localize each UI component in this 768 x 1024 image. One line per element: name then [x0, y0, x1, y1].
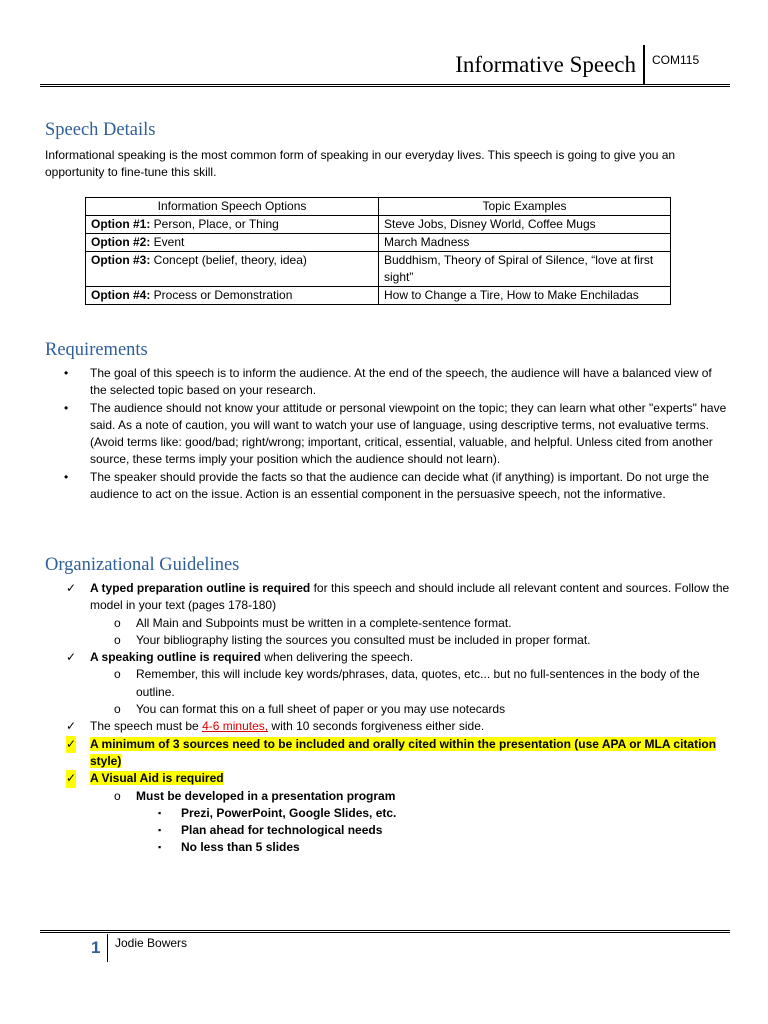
list-item: [62, 580, 730, 615]
circle-bullet-icon: o: [114, 702, 121, 717]
author-name: Jodie Bowers: [115, 936, 188, 950]
table-row: [86, 252, 671, 287]
checkmark-icon: ✓: [66, 719, 77, 734]
list-item: [62, 649, 730, 666]
option-cell: [86, 287, 379, 305]
table-header-row: [86, 198, 671, 216]
square-bullet-icon: ▪: [158, 807, 162, 818]
header-rule: [40, 84, 730, 85]
course-code: COM115: [652, 53, 700, 67]
table-row: [86, 234, 671, 252]
option-label: Option #2:: [91, 235, 151, 249]
list-item: [62, 365, 730, 400]
bullet-icon: •: [64, 366, 69, 380]
speaking-text: when delivering the speech.: [260, 650, 414, 665]
example-cell: Buddhism, Theory of Spiral of Silence, “love at first sight”: [379, 252, 671, 287]
time-text-post: with 10 seconds forgiveness either side.: [268, 719, 485, 734]
example-cell: Steve Jobs, Disney World, Coffee Mugs: [379, 216, 671, 234]
list-item: [62, 469, 730, 504]
page-number: 1: [91, 938, 101, 957]
bullet-icon: •: [64, 469, 69, 484]
sub-sub-item-text: Plan ahead for technological needs: [181, 823, 383, 838]
outline-bold-text: A typed preparation outline is required: [90, 581, 311, 595]
time-requirement: 4-6 minutes,: [202, 719, 269, 734]
option-label: Option #4:: [91, 288, 151, 302]
speech-options-table: [85, 197, 671, 305]
circle-bullet-icon: o: [114, 615, 121, 630]
table-row: [86, 287, 671, 305]
requirement-text: The audience should not know your attitude or personal viewpoint on the topic; they can learn what other "experts" have said. As a note of caution, you will want to watch your use of language, using descriptive terms, not evaluative terms. (Avoid terms like: good/bad; right/wrong; important, critical, essential, valuable, and helpful. Unless cited from another source, these terms imply your position which the audience should not learn).: [90, 400, 727, 467]
option-cell: [86, 216, 379, 234]
sub-item-text: All Main and Subpoints must be written in a complete-sentence format.: [136, 615, 512, 630]
list-item: [62, 718, 730, 735]
requirements-list: [62, 365, 730, 503]
sources-requirement: A minimum of 3 sources need to be included and orally cited within the presentation (use APA or MLA citation style): [90, 736, 717, 768]
circle-bullet-icon: o: [114, 667, 121, 682]
option-cell: [86, 234, 379, 252]
option-text: Process or Demonstration: [150, 288, 293, 302]
checkmark-icon: ✓: [66, 581, 77, 595]
section-heading-organizational: Organizational Guidelines: [45, 555, 240, 575]
footer-rule-2: [40, 932, 730, 933]
header-rule-2: [40, 86, 730, 87]
table-header-options: Information Speech Options: [86, 198, 379, 216]
sub-item-text: Remember, this will include key words/phrases, data, quotes, etc... but no full-sentences in the body of the outline.: [136, 667, 700, 699]
option-label: Option #3:: [91, 253, 151, 267]
list-item: [62, 736, 730, 771]
checkmark-icon: ✓: [66, 650, 77, 665]
list-item: [62, 666, 730, 701]
option-label: Option #1:: [91, 217, 151, 231]
square-bullet-icon: ▪: [158, 842, 162, 853]
visual-aid-requirement: A Visual Aid is required: [90, 771, 224, 786]
list-item: [62, 615, 730, 632]
option-text: Event: [150, 235, 185, 249]
square-bullet-icon: ▪: [158, 825, 162, 836]
example-cell: March Madness: [379, 234, 671, 252]
outline-text: for this speech and should include all relevant content and sources. Follow the model in your text (pages 178-180): [90, 581, 730, 613]
table-header-examples: Topic Examples: [379, 198, 671, 216]
sub-sub-item-text: No less than 5 slides: [181, 840, 300, 855]
list-item: [62, 788, 730, 805]
list-item: [62, 839, 730, 856]
list-item: [62, 701, 730, 718]
example-cell: How to Change a Tire, How to Make Enchiladas: [379, 287, 671, 305]
sub-item-text: Your bibliography listing the sources you consulted must be included in proper format.: [136, 632, 591, 647]
section-heading-speech-details: Speech Details: [45, 120, 156, 140]
option-text: Person, Place, or Thing: [150, 217, 279, 231]
table-row: [86, 216, 671, 234]
option-text: Concept (belief, theory, idea): [150, 253, 307, 267]
list-item: [62, 632, 730, 649]
intro-paragraph: Informational speaking is the most common form of speaking in our everyday lives. This speech is going to give you an opportunity to fine-tune this skill.: [45, 148, 676, 179]
list-item: [62, 400, 730, 469]
checkmark-icon: ✓: [66, 736, 76, 753]
footer-rule: [40, 930, 730, 931]
circle-bullet-icon: o: [114, 632, 121, 647]
speaking-bold-text: A speaking outline is required: [90, 650, 261, 665]
list-item: [62, 822, 730, 839]
header-divider: [643, 45, 645, 85]
sub-sub-item-text: Prezi, PowerPoint, Google Slides, etc.: [181, 805, 397, 820]
organizational-list: [62, 580, 730, 857]
circle-bullet-icon: o: [114, 788, 121, 803]
time-text-pre: The speech must be: [90, 719, 203, 734]
bullet-icon: •: [64, 400, 69, 415]
sub-item-text: You can format this on a full sheet of paper or you may use notecards: [136, 702, 506, 717]
list-item: [62, 770, 730, 787]
checkmark-icon: ✓: [66, 770, 76, 787]
requirement-text: The goal of this speech is to inform the audience. At the end of the speech, the audience will have a balanced view of the selected topic based on your research.: [90, 366, 712, 398]
footer-divider: [107, 934, 108, 962]
document-title: Informative Speech: [455, 52, 636, 77]
section-heading-requirements: Requirements: [45, 340, 148, 360]
list-item: [62, 805, 730, 822]
requirement-text: The speaker should provide the facts so that the audience can decide what (if anything) is important. Do not urge the audience to act on the issue. Action is an essential component in the persuasive speech, not the informative.: [90, 469, 710, 502]
option-cell: [86, 252, 379, 287]
sub-item-text: Must be developed in a presentation program: [136, 788, 396, 803]
